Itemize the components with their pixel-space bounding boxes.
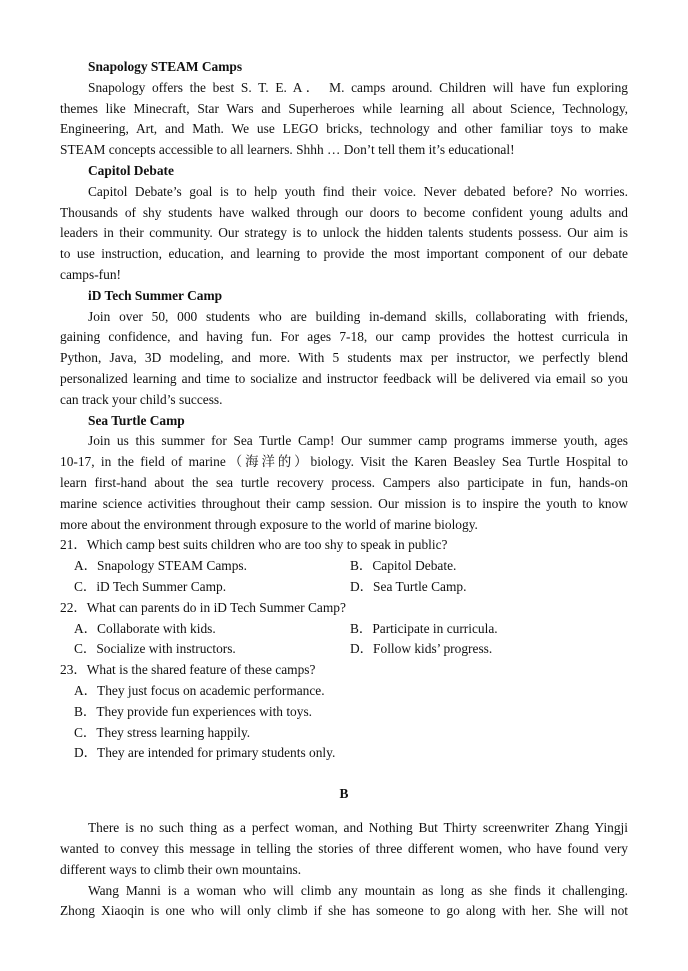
question-21 bbox=[60, 535, 628, 597]
text-line: Snapology offers the best S. T. E. A． M. camps around. Children will have fun exploring bbox=[88, 79, 628, 95]
option-c: C．iD Tech Summer Camp. bbox=[74, 578, 227, 594]
text-line: leaders in their community. Our strategy is to unlock the hidden talents students possess. Our aim is bbox=[60, 225, 628, 241]
option-b: B．Participate in curricula. bbox=[350, 620, 498, 636]
text-line: Python, Java, 3D modeling, and more. With 5 students max per instructor, we perfectly blend bbox=[60, 350, 628, 366]
text-line: marine science activities throughout their camp session. Our mission is to inspire the youth to know bbox=[60, 495, 628, 511]
question-stem: 21．Which camp best suits children who are too shy to speak in public? bbox=[60, 537, 448, 553]
option-c: C．They stress learning happily. bbox=[74, 724, 251, 740]
option-row bbox=[60, 723, 628, 744]
camp-id-tech bbox=[60, 286, 628, 411]
text-line: 10-17, in the field of marine（海洋的）biology. Visit the Karen Beasley Sea Turtle Hospital to bbox=[60, 454, 628, 470]
text-line: themes like Minecraft, Star Wars and Superheroes while learning all about Science, Technology, bbox=[60, 100, 628, 116]
section-b-paragraph bbox=[60, 818, 628, 880]
document-page bbox=[60, 57, 628, 922]
section-heading: B bbox=[339, 786, 349, 802]
text-line: wanted to convey this message in telling the stories of three different women, who have found very bbox=[60, 841, 628, 857]
option-row bbox=[60, 743, 628, 764]
text-line: to use instruction, education, and learning to provide the most important component of our debate bbox=[60, 246, 628, 262]
text-line: Wang Manni is a woman who will climb any mountain as long as she finds it challenging. bbox=[88, 882, 628, 898]
option-a: A．Collaborate with kids. bbox=[74, 620, 216, 636]
text-line: gaining confidence, and having fun. For ages 7-18, our camp provides the hottest curricula in bbox=[60, 329, 628, 345]
option-row bbox=[60, 681, 628, 702]
option-d: D．They are intended for primary students only. bbox=[74, 745, 336, 761]
question-22 bbox=[60, 598, 628, 660]
option-d: D．Follow kids’ progress. bbox=[350, 641, 493, 657]
camp-title: Sea Turtle Camp bbox=[88, 412, 185, 428]
camp-title: iD Tech Summer Camp bbox=[88, 287, 223, 303]
text-line: Capitol Debate’s goal is to help youth find their voice. Never debated before? No worries. bbox=[88, 183, 628, 199]
text-line: STEAM concepts accessible to all learners. Shhh … Don’t tell them it’s educational! bbox=[60, 142, 515, 158]
question-stem: 23．What is the shared feature of these camps? bbox=[60, 662, 316, 678]
text-line: Join us this summer for Sea Turtle Camp! Our summer camp programs immerse youth, ages bbox=[88, 433, 628, 449]
text-line: personalized learning and time to socialize and instructor feedback will be delivered via email so you bbox=[60, 370, 628, 386]
camp-title: Snapology STEAM Camps bbox=[88, 59, 243, 74]
text-line: learn first-hand about the sea turtle recovery process. Campers also participate in fun, hands-on bbox=[60, 474, 628, 490]
text-line: more about the environment through exposure to the world of marine biology. bbox=[60, 516, 478, 532]
text-line: There is no such thing as a perfect woman, and Nothing But Thirty screenwriter Zhang Yingji bbox=[88, 820, 628, 836]
option-row bbox=[60, 702, 628, 723]
section-b-paragraph bbox=[60, 881, 628, 923]
text-line: Zhong Xiaoqin is one who will only climb if she has someone to go along with her. She will not bbox=[60, 903, 628, 919]
camp-sea-turtle bbox=[60, 411, 628, 536]
question-23 bbox=[60, 660, 628, 764]
option-row bbox=[60, 619, 628, 640]
option-b: B．They provide fun experiences with toys. bbox=[74, 703, 312, 719]
option-row bbox=[60, 639, 628, 660]
option-d: D．Sea Turtle Camp. bbox=[350, 578, 467, 594]
camp-snapology bbox=[60, 57, 628, 161]
option-c: C．Socialize with instructors. bbox=[74, 641, 236, 657]
text-line: Join over 50, 000 students who are building in-demand skills, collaborating with friends, bbox=[88, 308, 628, 324]
option-row bbox=[60, 577, 628, 598]
text-line: Engineering, Art, and Math. We use LEGO bricks, technology and other familiar toys to make bbox=[60, 121, 628, 137]
option-b: B．Capitol Debate. bbox=[350, 558, 457, 574]
option-row bbox=[60, 556, 628, 577]
question-stem: 22．What can parents do in iD Tech Summer Camp? bbox=[60, 599, 346, 615]
camp-capitol-debate bbox=[60, 161, 628, 286]
text-line: different ways to climb their own mountains. bbox=[60, 861, 302, 877]
text-line: camps-fun! bbox=[60, 266, 121, 282]
text-line: Thousands of shy students have walked through our doors to become confident young adults and bbox=[60, 204, 628, 220]
option-a: A．Snapology STEAM Camps. bbox=[74, 558, 247, 574]
option-a: A．They just focus on academic performance. bbox=[74, 682, 325, 698]
camp-title: Capitol Debate bbox=[88, 162, 174, 178]
text-line: can track your child’s success. bbox=[60, 391, 223, 407]
